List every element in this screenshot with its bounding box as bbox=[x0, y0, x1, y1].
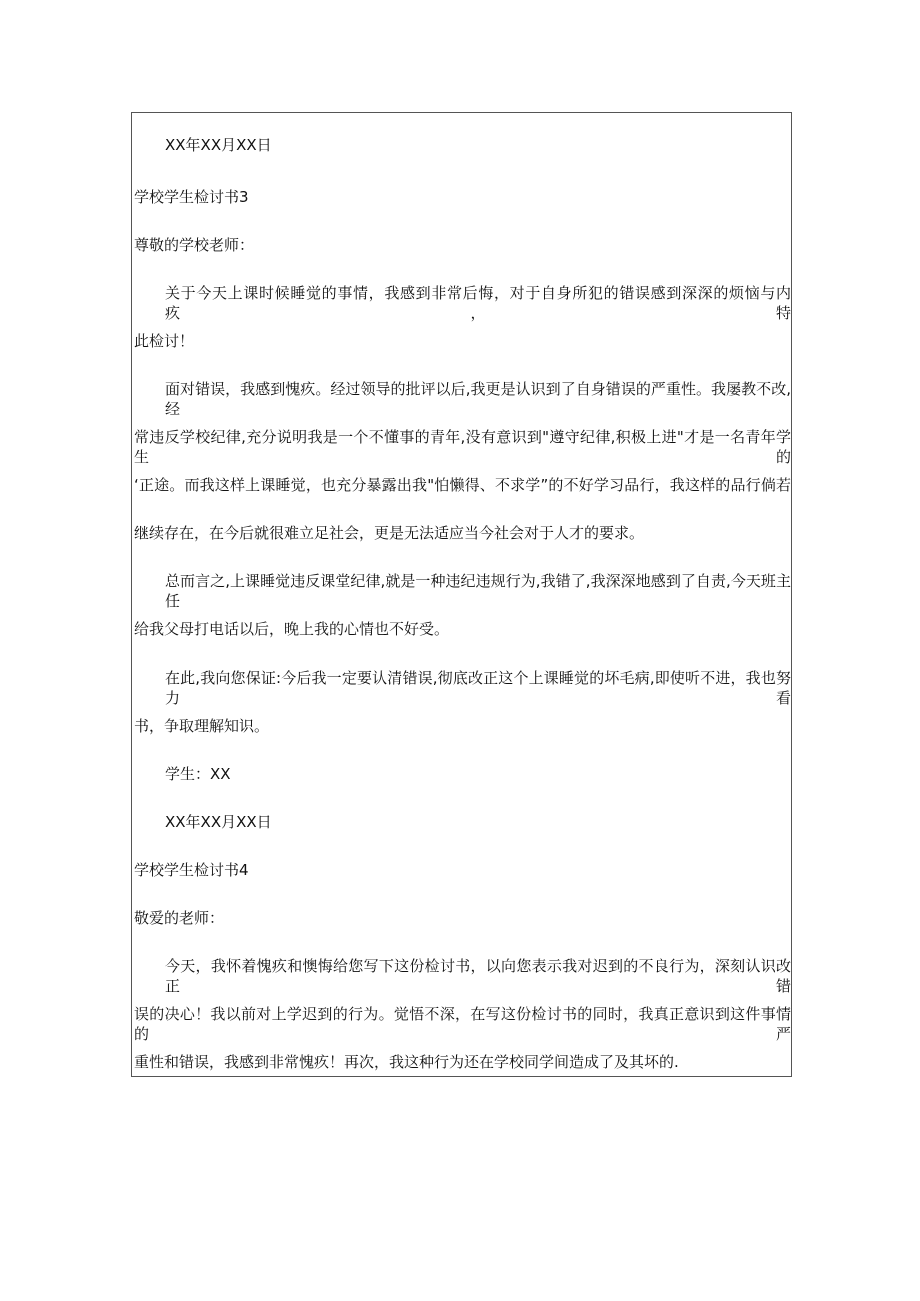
paragraph-3-4-line-1: 在此,我向您保证:今后我一定要认清错误,彻底改正这个上课睡觉的坏毛病,即使听不进，我也努力看 bbox=[165, 669, 791, 707]
section-title-4: 学校学生检讨书4 bbox=[134, 861, 249, 879]
date-line-1: XX年XX月XX日 bbox=[165, 136, 272, 154]
paragraph-3-2-line-4: 继续存在，在今后就很难立足社会，更是无法适应当今社会对于人才的要求。 bbox=[134, 524, 645, 542]
paragraph-3-2-line-3: ‘正途。而我这样上课睡觉，也充分暴露出我"怕懒得、不求学”的不好学习品行，我这样的品行倘若 bbox=[134, 476, 791, 494]
salutation-3: 尊敬的学校老师： bbox=[134, 236, 255, 254]
date-line-2: XX年XX月XX日 bbox=[165, 813, 272, 831]
paragraph-3-4-line-2: 书，争取理解知识。 bbox=[134, 717, 270, 735]
paragraph-3-2-line-2: 常违反学校纪律,充分说明我是一个不懂事的青年,没有意识到"遵守纪律,积极上进"才是一名青年学生的 bbox=[134, 428, 791, 466]
document-frame bbox=[131, 112, 792, 1077]
paragraph-4-1-line-2: 误的决心！我以前对上学迟到的行为。觉悟不深，在写这份检讨书的同时，我真正意识到这件事情的严 bbox=[134, 1005, 791, 1043]
paragraph-3-3-line-2: 给我父母打电话以后，晚上我的心情也不好受。 bbox=[134, 620, 450, 638]
paragraph-3-1-line-1: 关于今天上课时候睡觉的事情，我感到非常后悔，对于自身所犯的错误感到深深的烦恼与内疚，特 bbox=[165, 284, 791, 322]
salutation-4: 敬爱的老师： bbox=[134, 909, 225, 927]
paragraph-4-1-line-3: 重性和错误，我感到非常愧疚！再次，我这种行为还在学校同学间造成了及其坏的. bbox=[134, 1053, 679, 1071]
section-title-3: 学校学生检讨书3 bbox=[134, 188, 249, 206]
paragraph-3-1-line-2: 此检讨！ bbox=[134, 332, 195, 350]
signature-line: 学生：XX bbox=[165, 765, 231, 783]
paragraph-4-1-line-1: 今天，我怀着愧疚和懊悔给您写下这份检讨书，以向您表示我对迟到的不良行为，深刻认识改正错 bbox=[165, 957, 791, 995]
paragraph-3-3-line-1: 总而言之,上课睡觉违反课堂纪律,就是一种违纪违规行为,我错了,我深深地感到了自责,今天班主任 bbox=[165, 572, 791, 610]
paragraph-3-2-line-1: 面对错误，我感到愧疚。经过领导的批评以后,我更是认识到了自身错误的严重性。我屡教不改,经 bbox=[165, 380, 791, 418]
